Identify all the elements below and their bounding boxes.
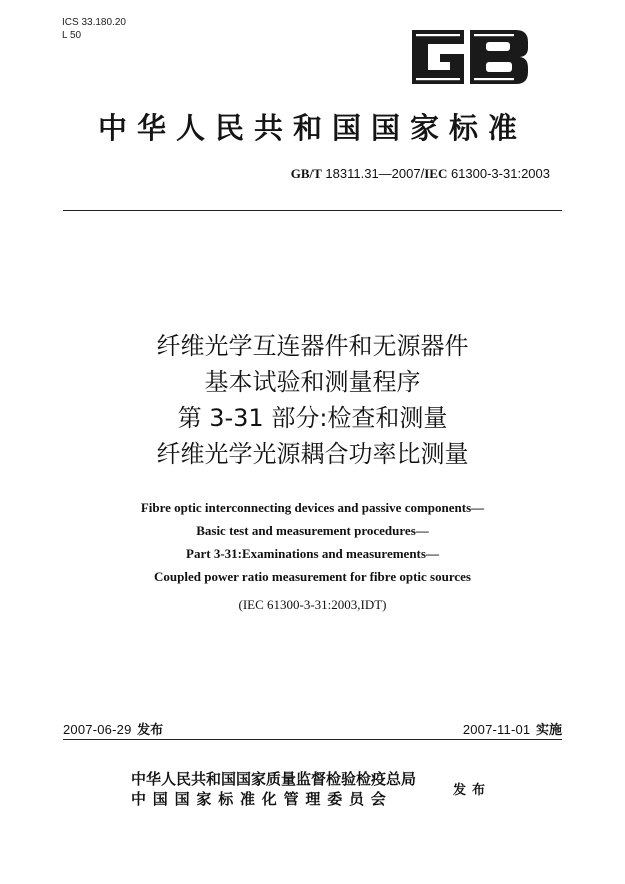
english-title — [0, 496, 625, 588]
implement-date-label: 实施 — [535, 722, 562, 737]
issue-date-value: 2007-06-29 — [63, 722, 132, 737]
standard-number-iec-prefix: IEC — [424, 166, 448, 181]
adoption-statement: (IEC 61300-3-31:2003,IDT) — [238, 597, 387, 612]
standard-number-body: 18311.31—2007/ — [321, 166, 425, 181]
chinese-title-line-3: 第 3-31 部分:检查和测量 — [177, 404, 448, 432]
issuer-line-1: 中华人民共和国国家质量监督检验检疫总局 — [131, 770, 417, 788]
issuer-line-2: 中国国家标准化管理委员会 — [131, 790, 393, 808]
chinese-title-line-1: 纤维光学互连器件和无源器件 — [156, 332, 469, 360]
english-title-line-3: Part 3-31:Examinations and measurements— — [186, 546, 439, 561]
english-title-line-2: Basic test and measurement procedures— — [196, 523, 429, 538]
issue-date — [63, 719, 163, 738]
gb-logo — [404, 26, 532, 88]
english-title-line-1: Fibre optic interconnecting devices and passive components— — [140, 500, 485, 515]
chinese-title-line-4: 纤维光学光源耦合功率比测量 — [156, 440, 469, 468]
chinese-title-line-2: 基本试验和测量程序 — [204, 368, 421, 396]
footer-divider — [63, 739, 562, 740]
standard-number — [291, 166, 550, 182]
header-divider — [63, 210, 562, 211]
implement-date — [463, 719, 562, 738]
standard-number-iec-body: 61300-3-31:2003 — [447, 166, 550, 181]
ics-code: ICS 33.180.20 — [62, 17, 126, 28]
implement-date-value: 2007-11-01 — [462, 722, 531, 737]
classification-codes — [62, 16, 126, 42]
publish-label: 发布 — [453, 783, 492, 798]
ccs-code: L 50 — [62, 30, 82, 41]
chinese-title — [0, 328, 625, 472]
issue-date-label: 发布 — [137, 722, 164, 737]
standard-number-prefix: GB/T — [290, 166, 322, 181]
issuing-authorities — [131, 769, 416, 809]
standard-title: 中华人民共和国国家标准 — [97, 111, 527, 145]
english-title-line-4: Coupled power ratio measurement for fibre optic sources — [154, 569, 471, 584]
